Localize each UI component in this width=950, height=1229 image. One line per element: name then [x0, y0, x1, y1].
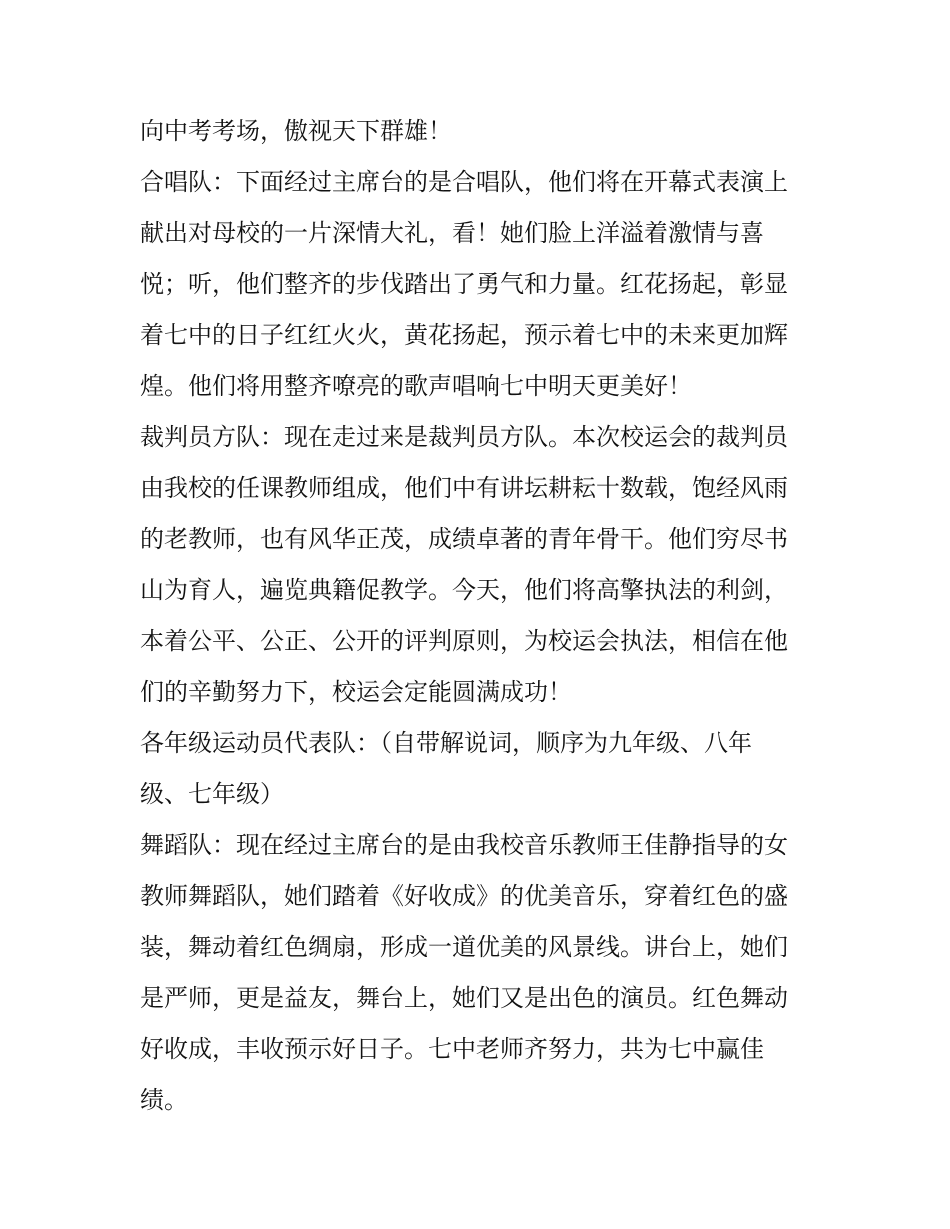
text-line: 裁判员方队：现在走过来是裁判员方队。本次校运会的裁判员 — [140, 423, 788, 451]
text-line: 山为育人，遍览典籍促教学。今天，他们将高擎执法的利剑， — [140, 576, 788, 604]
text-line: 本着公平、公正、公开的评判原则，为校运会执法，相信在他 — [140, 627, 788, 655]
text-line: 各年级运动员代表队：（自带解说词，顺序为九年级、八年 — [140, 729, 752, 757]
text-line: 着七中的日子红红火火，黄花扬起，预示着七中的未来更加辉 — [140, 321, 788, 349]
text-line: 献出对母校的一片深情大礼，看！她们脸上洋溢着激情与喜 — [140, 219, 764, 247]
text-line: 的老教师，也有风华正茂，成绩卓著的青年骨干。他们穷尽书 — [140, 525, 788, 553]
text-line: 悦；听，他们整齐的步伐踏出了勇气和力量。红花扬起，彰显 — [140, 270, 788, 298]
text-line: 教师舞蹈队，她们踏着《好收成》的优美音乐，穿着红色的盛 — [140, 882, 788, 910]
text-line: 由我校的任课教师组成，他们中有讲坛耕耘十数载，饱经风雨 — [140, 474, 788, 502]
text-line: 级、七年级） — [140, 780, 284, 808]
text-line: 装，舞动着红色绸扇，形成一道优美的风景线。讲台上，她们 — [140, 933, 788, 961]
text-line: 合唱队：下面经过主席台的是合唱队，他们将在开幕式表演上 — [140, 168, 788, 196]
text-line: 好收成，丰收预示好日子。七中老师齐努力，共为七中赢佳 — [140, 1035, 764, 1063]
text-line: 是严师，更是益友，舞台上，她们又是出色的演员。红色舞动 — [140, 984, 788, 1012]
text-line: 们的辛勤努力下，校运会定能圆满成功！ — [140, 678, 572, 706]
document-body — [140, 106, 820, 1126]
text-line: 舞蹈队：现在经过主席台的是由我校音乐教师王佳静指导的女 — [140, 831, 788, 859]
text-line: 向中考考场，傲视天下群雄！ — [140, 117, 452, 145]
text-line: 煌。他们将用整齐嘹亮的歌声唱响七中明天更美好！ — [140, 372, 692, 400]
text-line: 绩。 — [140, 1086, 188, 1114]
